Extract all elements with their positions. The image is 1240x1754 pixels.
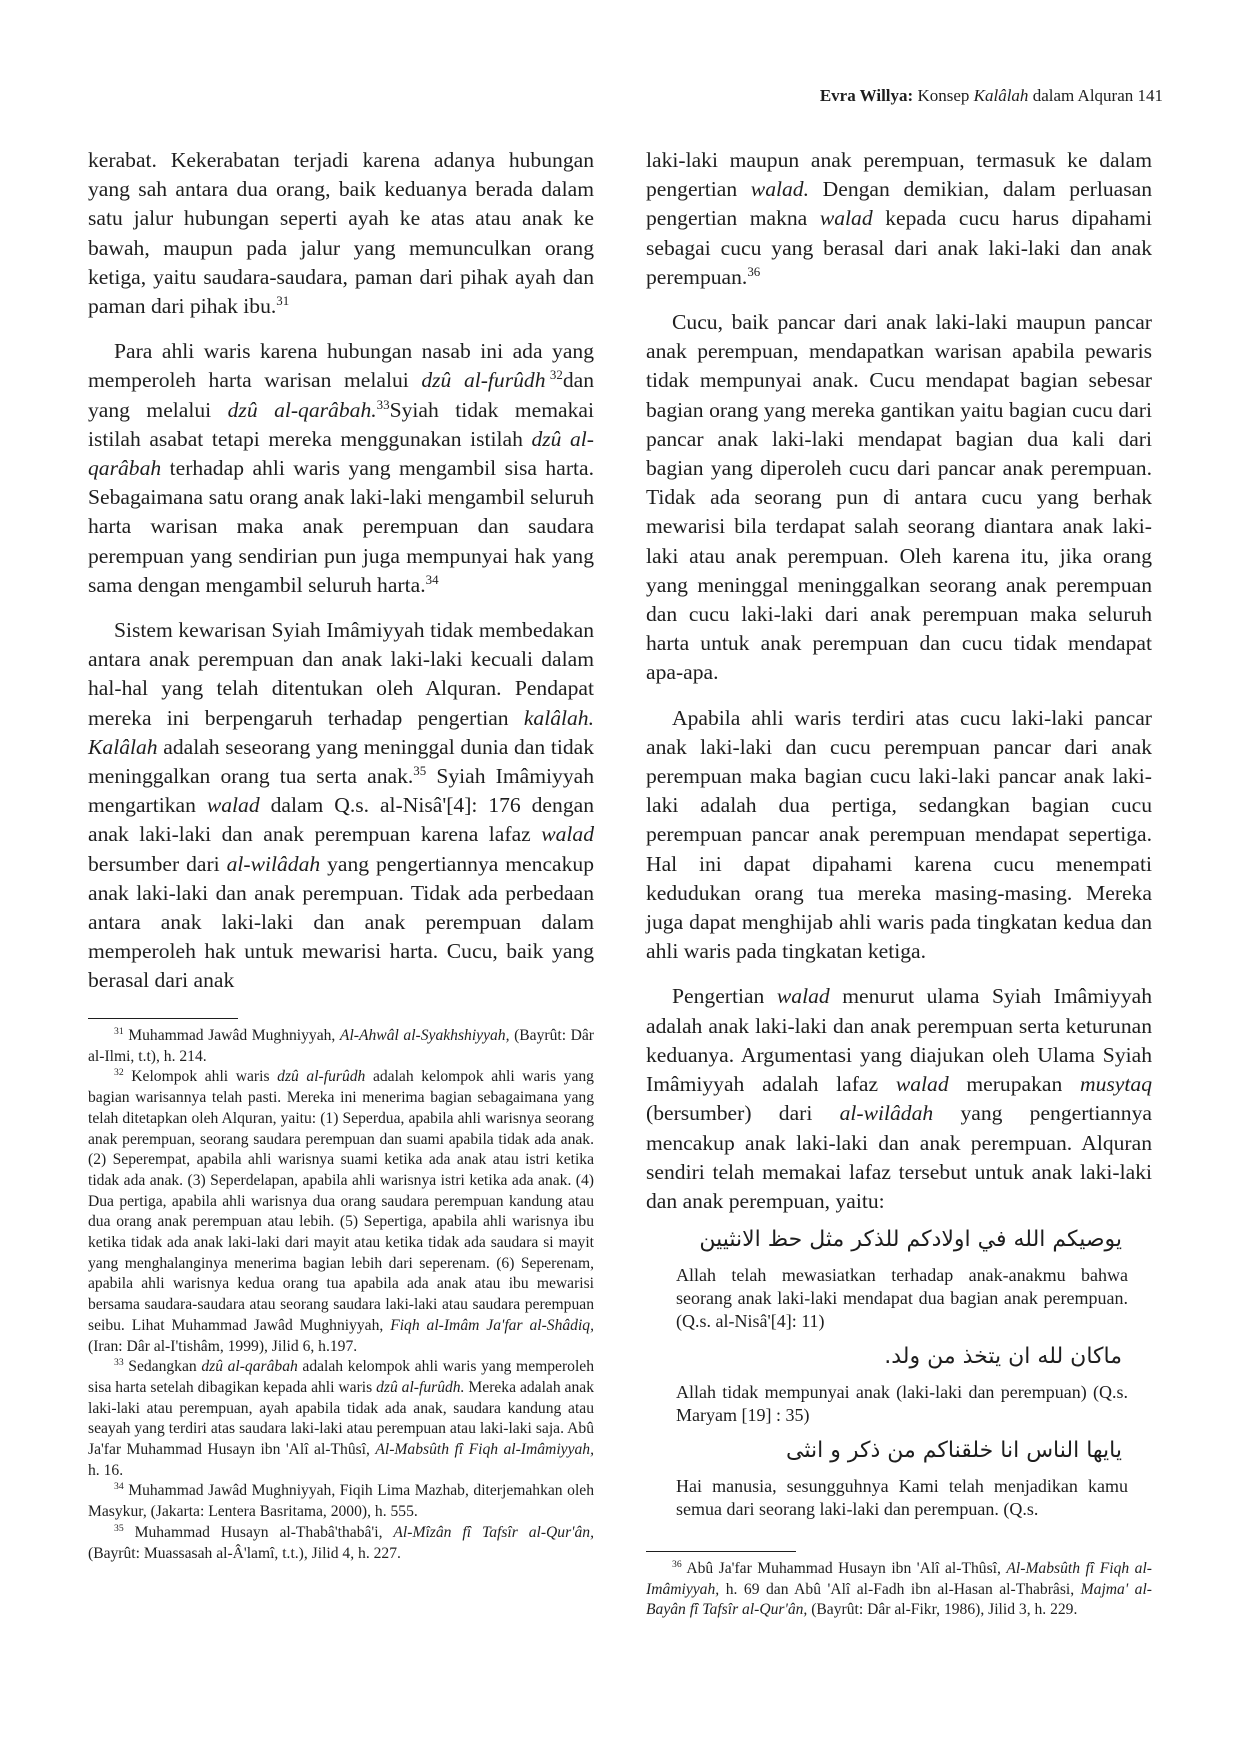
footnote-35-text-b: (Bayrût: Muassasah al-Â'lamî, t.t.), Jilid 4, h. 227. (88, 1544, 401, 1562)
right-p4-text-b: menurut ulama Syiah Imâmiyyah adalah anak laki-laki dan anak perempuan serta keturunan keduanya. Argumentasi yang diajukan oleh Ulama Syiah Imâmiyyah adalah lafaz (646, 984, 1152, 1097)
footnote-32-text-c: (Iran: Dâr al-I'tishâm, 1999), Jilid 6, h.197. (88, 1337, 358, 1355)
arabic-verse-2: ماكان لله ان يتخذ من ولد. (884, 1344, 1122, 1370)
footnote-33-text-d: h. 16. (88, 1461, 124, 1479)
footnote-31-number: 31 (114, 1025, 124, 1037)
left-paragraph-2 (88, 337, 594, 600)
right-paragraph-4 (646, 982, 1152, 1216)
term-al-wiladah-2: al-wilâdah (839, 1101, 934, 1126)
footnote-32-text-b: adalah kelompok ahli waris yang bagian warisannya telah pasti. Mereka ini menerima bagian sebagaimana yang telah ditetapkan oleh Alquran, yaitu: (1) Seperdua, apabila ahli warisnya seorang anak perempuan, seorang saudara perempuan dan suami apabila tidak ada anak. (2) Seperempat, apabila ahli warisnya suami ketika ada anak atau istri ketika tidak ada anak. (3) Seperdelapan, apabila ahli warisnya istri ketika ada anak. (4) Dua pertiga, apabila ahli warisnya dua orang saudara perempuan kandung atau dua orang anak perempuan atau lebih. (5) Sepertiga, apabila ahli warisnya ibu ketika tidak ada anak laki-laki dari mayit atau ketika tidak ada saudara si mayit yang menghalanginya menerima bagian lebih dari seperenam. (6) Seperenam, apabila ahli warisnya kedua orang tua apabila ada anak atau ibu mewarisi bersama saudara-saudara atau seorang saudara laki-laki atau saudara perempuan seibu. Lihat Muhammad Jawâd Mughniyyah, (88, 1068, 594, 1334)
header-title-post: dalam Alquran (1032, 86, 1134, 105)
term-walad-4: walad (819, 206, 873, 231)
term-walad: walad (206, 793, 260, 818)
left-p3-text-f: yang pengertiannya mencakup anak laki-laki dan anak perempuan. Tidak ada perbedaan antara anak laki-laki dan anak perempuan dalam memperoleh hak untuk mewarisi harta. Cucu, baik yang berasal dari anak (88, 851, 594, 993)
term-walad-3: walad. (750, 177, 809, 202)
footnote-33-number: 33 (114, 1357, 124, 1369)
arabic-verse-3: يايها الناس انا خلقناكم من ذكر و انثى (786, 1438, 1122, 1464)
footnote-36-text-c: (Bayrût: Dâr al-Fikr, 1986), Jilid 3, h. 229. (807, 1601, 1078, 1619)
footnote-ref-36[interactable]: 36 (747, 263, 761, 279)
footnote-36-title-2: Majma' al-Bayân fî Tafsîr al-Qur'ân, (646, 1580, 1152, 1619)
right-p1-text-c: kepada cucu harus dipahami sebagai cucu yang berasal dari anak laki-laki dan anak perempuan. (646, 206, 1152, 289)
term-dzu-al-furudh: dzû al-furûdh (421, 368, 546, 393)
right-paragraph-1 (646, 146, 1152, 292)
arabic-verse-1: يوصيكم الله في اولادكم للذكر مثل حظ الانثيين (699, 1227, 1122, 1253)
footnote-33-term-2: dzû al-furûdh. (376, 1378, 465, 1396)
footnote-ref-33[interactable]: 33 (376, 396, 390, 412)
page-number: 141 (1137, 86, 1163, 105)
footnote-ref-35[interactable]: 35 (413, 762, 427, 778)
right-p4-text-d: (bersumber) dari (646, 1101, 840, 1126)
footnote-divider (88, 1018, 238, 1019)
footnote-36-text-b: h. 69 dan Abû 'Alî al-Fadh ibn al-Hasan al-Thabrâsi, (719, 1580, 1081, 1598)
footnote-33-term-1: dzû al-qarâbah (201, 1358, 298, 1376)
right-paragraph-3: Apabila ahli waris terdiri atas cucu laki-laki pancar anak laki-laki dan cucu perempuan pancar dari anak perempuan maka bagian cucu laki-laki pancar anak laki-laki adalah dua pertiga, sedangkan bagian cucu perempuan pancar anak perempuan mendapat sepertiga. Hal ini dapat dipahami karena cucu menempati kedudukan orang tua mereka masing-masing. Mereka juga dapat menghijab ahli waris pada tingkatan kedua dan ahli waris pada tingkatan ketiga. (646, 705, 1152, 964)
left-footnotes (88, 1018, 594, 1564)
footnote-33-text-b: adalah kelompok ahli waris yang memperoleh sisa harta setelah dibagikan kepada ahli waris (88, 1358, 594, 1396)
footnote-33-text-c: Mereka adalah anak laki-laki atau perempuan, ayah apabila tidak ada anak, saudara kandung atau seayah yang terdiri atas saudara laki-laki atau perempuan atau laki-laki saja. Abû Ja'far Muhammad Husayn ibn 'Alî al-Thûsî, (88, 1378, 594, 1459)
right-p4-text-e: yang pengertiannya mencakup anak laki-laki dan anak perempuan. Alquran sendiri telah memakai lafaz tersebut untuk anak laki-laki dan anak perempuan, yaitu: (646, 1101, 1152, 1213)
header-title-em: Kalâlah (973, 86, 1029, 105)
verse-translation-2: Allah tidak mempunyai anak (laki-laki dan perempuan) (Q.s. Maryam [19] : 35) (676, 1382, 1128, 1426)
term-musytaq: musytaq (1080, 1072, 1152, 1097)
footnote-32-term: dzû al-furûdh (277, 1068, 366, 1086)
term-kalalah: kalâlah. Kalâlah (88, 705, 594, 759)
left-p3-text-b: adalah seseorang yang meninggal dunia dan tidak meninggalkan orang tua serta anak. (88, 734, 594, 789)
footnote-32-text-a: Kelompok ahli waris (131, 1068, 278, 1086)
left-p3-text-e: bersumber dari (88, 851, 227, 876)
footnote-32 (88, 1067, 594, 1357)
left-p1-text: kerabat. Kekerabatan terjadi karena adanya hubungan yang sah antara dua orang, baik keduanya berada dalam satu jalur hubungan seperti ayah ke atas atau anak ke bawah, maupun pada jalur yang memunculkan orang ketiga, yaitu saudara-saudara, paman dari pihak ayah dan paman dari pihak ibu. (88, 148, 594, 319)
term-walad-6: walad (895, 1072, 949, 1097)
left-p2-text-d: terhadap ahli waris yang mengambil sisa harta. Sebagaimana satu orang anak laki-laki mengambil seluruh harta warisan maka anak perempuan dan saudara perempuan yang sendirian pun juga mempunyai hak yang sama dengan mengambil seluruh harta. (88, 456, 594, 597)
footnote-36-number: 36 (672, 1558, 682, 1570)
footnote-33 (88, 1357, 594, 1481)
footnote-34-number: 34 (114, 1481, 124, 1493)
left-p2-text-c: Syiah tidak memakai istilah asabat tetapi mereka menggunakan istilah (88, 397, 594, 451)
term-walad-2: walad (541, 822, 594, 847)
footnote-ref-32[interactable]: 32 (549, 367, 563, 383)
footnote-34 (88, 1481, 594, 1522)
footnote-ref-31[interactable]: 31 (276, 292, 290, 308)
left-p3-text-d: dalam Q.s. al-Nisâ'[4]: 176 dengan anak laki-laki dan anak perempuan karena lafaz (88, 793, 594, 847)
term-dzu-al-qarabah-2: dzû al-qarâbah (88, 426, 594, 481)
right-column (646, 146, 1152, 1529)
right-paragraph-2: Cucu, baik pancar dari anak laki-laki maupun pancar anak perempuan, mendapatkan warisan apabila pewaris tidak mempunyai anak. Cucu mendapat bagian sebesar bagian orang yang mereka gantikan yaitu bagian cucu dari pancar anak laki-laki mendapat bagian dua kali dari bagian yang diperoleh cucu dari pancar anak perempuan. Tidak ada seorang pun di antara cucu yang berhak mewarisi bila terdapat salah seorang diantara anak laki-laki atau anak perempuan. Oleh karena itu, jika orang yang meninggal meninggalkan seorang anak perempuan dan cucu laki-laki dari anak perempuan maka seluruh harta untuk anak perempuan dan cucu tidak mendapat apa-apa. (646, 310, 1152, 685)
right-footnotes (646, 1551, 1152, 1621)
footnote-36-text-a: Abû Ja'far Muhammad Husayn ibn 'Alî al-Thûsî, (686, 1560, 1007, 1577)
verse-translation-1: Allah telah mewasiatkan terhadap anak-anakmu bahwa seorang anak laki-laki mendapat dua bagian anak perempuan. (Q.s. al-Nisâ'[4]: 11) (676, 1265, 1128, 1332)
term-walad-5: walad (776, 984, 830, 1009)
footnote-32-number: 32 (114, 1067, 124, 1079)
footnote-31-text-b: (Bayrût: Dâr al-Ilmi, t.t), h. 214. (88, 1027, 595, 1065)
right-p1-text-a: laki-laki maupun anak perempuan, termasuk ke dalam pengertian (646, 148, 1152, 202)
footnote-34-text: Muhammad Jawâd Mughniyyah, Fiqih Lima Mazhab, diterjemahkan oleh Masykur, (Jakarta: Lentera Basritama, 2000), h. 555. (88, 1482, 594, 1521)
footnote-31-title: Al-Ahwâl al-Syakhshiyyah, (339, 1027, 510, 1044)
header-author: Evra Willya: (819, 86, 914, 105)
footnote-ref-34[interactable]: 34 (425, 571, 439, 587)
footnote-36-title-1: Al-Mabsûth fî Fiqh al-Imâmiyyah, (646, 1560, 1152, 1598)
footnote-33-title: Al-Mabsûth fî Fiqh al-Imâmiyyah, (375, 1441, 594, 1459)
verse-translation-3: Hai manusia, sesungguhnya Kami telah menjadikan kamu semua dari seorang laki-laki dan perempuan. (Q.s. (676, 1476, 1128, 1520)
left-p3-text-a: Sistem kewarisan Syiah Imâmiyyah tidak membedakan antara anak perempuan dan anak laki-laki kecuali dalam hal-hal yang telah ditentukan oleh Alquran. Pendapat mereka ini berpengaruh terhadap pengertian (88, 618, 594, 730)
right-p4-text-a: Pengertian (672, 984, 777, 1009)
term-dzu-al-qarabah: dzû al-qarâbah. (227, 397, 377, 422)
footnote-36 (646, 1559, 1152, 1621)
left-paragraph-1 (88, 146, 594, 321)
footnote-35-text-a: Muhammad Husayn al-Thabâ'thabâ'i, (134, 1523, 394, 1541)
left-p3-text-c: Syiah Imâmiyyah mengartikan (88, 764, 594, 818)
footnote-31 (88, 1026, 594, 1067)
running-head (820, 86, 1163, 106)
header-title-pre: Konsep (917, 86, 970, 105)
footnote-divider-right (646, 1551, 796, 1552)
left-p2-text-b: dan yang melalui (88, 368, 594, 422)
left-paragraph-3 (88, 616, 594, 996)
left-column (88, 146, 594, 996)
footnote-35 (88, 1523, 594, 1564)
right-p1-text-b: Dengan demikian, dalam perluasan pengertian makna (646, 177, 1153, 231)
footnote-33-text-a: Sedangkan (128, 1358, 202, 1376)
right-p4-text-c: merupakan (948, 1072, 1081, 1097)
footnote-35-title: Al-Mîzân fî Tafsîr al-Qur'ân, (393, 1523, 594, 1541)
term-al-wiladah: al-wilâdah (226, 851, 321, 876)
footnote-32-title: Fiqh al-Imâm Ja'far al-Shâdiq, (390, 1316, 594, 1334)
footnote-35-number: 35 (114, 1522, 124, 1534)
footnote-31-text-a: Muhammad Jawâd Mughniyyah, (128, 1027, 340, 1044)
left-p2-text-a: Para ahli waris karena hubungan nasab ini ada yang memperoleh harta warisan melalui (88, 339, 594, 393)
